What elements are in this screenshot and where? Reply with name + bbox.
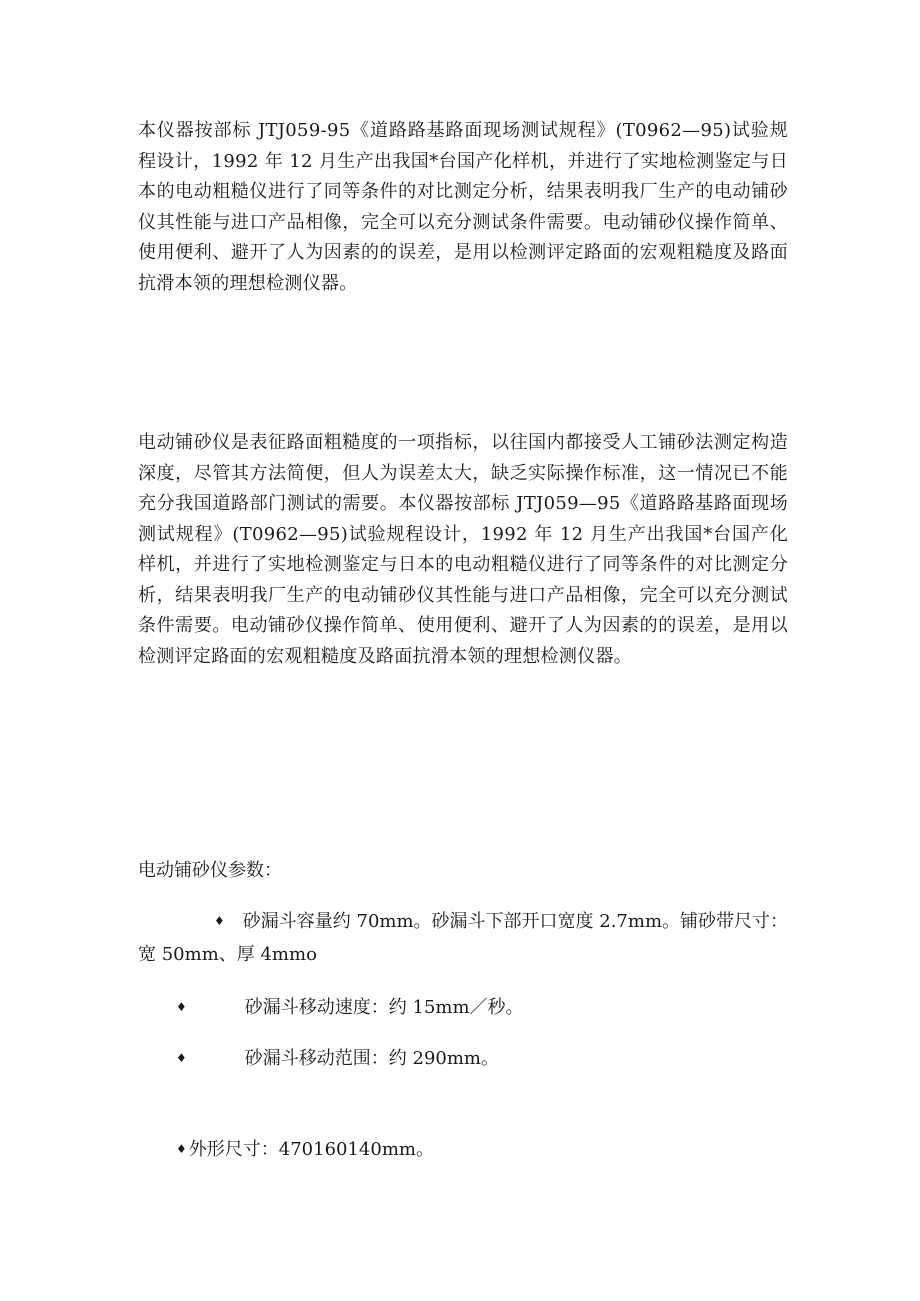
diamond-bullet-icon: ♦	[214, 914, 225, 928]
param-text: 砂漏斗容量约 70mm。砂漏斗下部开口宽度 2.7mm。铺砂带尺寸：宽 50mm、厚 4mmo	[138, 911, 789, 965]
param-item-move-speed	[176, 991, 524, 1024]
param-item-move-range	[176, 1042, 499, 1075]
param-item-dimensions	[176, 1133, 434, 1166]
description-paragraph: 电动铺砂仪是表征路面粗糙度的一项指标，以往国内都接受人工铺砂法测定构造深度，尽管其方法简便，但人为误差太大，缺乏实际操作标准，这一情况已不能充分我国道路部门测试的需要。本仪器按部标 JTJ059—95《道路路基路面现场测试规程》(T0962—95)试验规程设计，1992 年 12 月生产出我国*台国产化样机，并进行了实地检测鉴定与日本的电动粗糙仪进行了同等条件的对比测定分析，结果表明我厂生产的电动铺砂仪其性能与进口产品相像，完全可以充分测试条件需要。电动铺砂仪操作简单、使用便利、避开了人为因素的的误差，是用以检测评定路面的宏观粗糙度及路面抗滑本领的理想检测仪器。	[138, 432, 788, 667]
diamond-bullet-icon: ♦	[176, 1051, 187, 1065]
param-item-funnel-capacity	[138, 905, 788, 971]
intro-paragraph: 本仪器按部标 JTJ059-95《道路路基路面现场测试规程》(T0962—95)试验规程设计，1992 年 12 月生产出我国*台国产化样机，并进行了实地检测鉴定与日本的电动粗糙仪进行了同等条件的对比测定分析，结果表明我厂生产的电动铺砂仪其性能与进口产品相像，完全可以充分测试条件需要。电动铺砂仪操作简单、使用便利、避开了人为因素的的误差，是用以检测评定路面的宏观粗糙度及路面抗滑本领的理想检测仪器。	[138, 120, 788, 294]
param-text: 外形尺寸：470160140mm。	[188, 1139, 434, 1160]
diamond-bullet-icon: ♦	[176, 1000, 187, 1014]
param-text: 砂漏斗移动范围：约 290mm。	[244, 1048, 499, 1069]
params-heading: 电动铺砂仪参数：	[138, 860, 282, 881]
diamond-bullet-icon: ♦	[176, 1142, 187, 1156]
param-text: 砂漏斗移动速度：约 15mm／秒。	[244, 997, 524, 1018]
